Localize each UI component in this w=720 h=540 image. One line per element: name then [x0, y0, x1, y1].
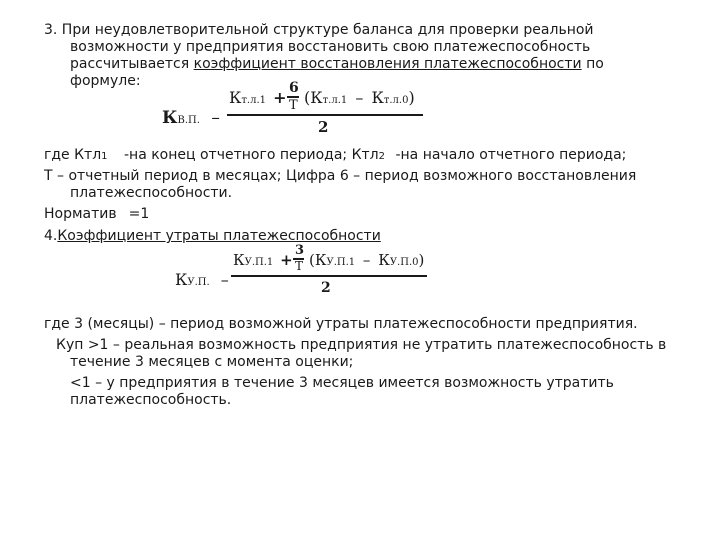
formula2-paren: (КУ.П.1 – КУ.П.0) — [309, 251, 425, 269]
where1-line1: где Ктл1 -на конец отчетного периода; Ктл2 -на начало отчетного периода; — [44, 147, 627, 163]
where2-line2: Куп >1 – реальная возможность предприятия не утратить платежеспособность в — [56, 337, 667, 353]
section3-line2: возможности у предприятия восстановить свою платежеспособность — [70, 39, 591, 55]
norm-line: Норматив =1 — [44, 206, 150, 222]
formula2-three: 3 — [295, 243, 305, 258]
where2-line1: где 3 (месяцы) – период возможной утраты платежеспособности предприятия. — [44, 316, 638, 332]
formula2-fraction-bar — [231, 275, 427, 277]
formula1-numerator: Кт.л.1 + — [229, 88, 287, 107]
formula2-numerator: КУ.П.1 + — [233, 251, 293, 269]
where1-line2: Т – отчетный период в месяцах; Цифра 6 – период возможного восстановления — [44, 168, 637, 184]
formula1-six: 6 — [289, 80, 299, 96]
recovery-coefficient-term: коэффициент восстановления платежеспособности — [193, 56, 582, 72]
where2-line3: течение 3 месяцев с момента оценки; — [70, 354, 354, 370]
formula1-paren: (Кт.л.1 – Кт.л.0) — [304, 88, 415, 107]
section3-line3 — [70, 56, 604, 73]
section3-line4: формуле: — [70, 73, 141, 89]
section3-line1: 3. При неудовлетворительной структуре баланса для проверки реальной — [44, 22, 594, 38]
section4-heading: 4.Коэффициент утраты платежеспособности — [44, 228, 381, 244]
formula2-denominator: 2 — [321, 280, 331, 296]
loss-coefficient-term: Коэффициент утраты платежеспособности — [57, 228, 381, 244]
formula1-fraction-bar — [227, 114, 423, 116]
formula1-denominator: 2 — [318, 118, 329, 136]
formula2-T: Т — [295, 259, 304, 273]
formula1-lhs: КВ.П. – — [162, 108, 220, 128]
where2-line4: <1 – у предприятия в течение 3 месяцев имеется возможность утратить — [70, 375, 614, 391]
section3-line3-pre: рассчитывается — [70, 56, 194, 72]
section3-line3-post: по — [581, 56, 604, 72]
where1-line3: платежеспособности. — [70, 185, 233, 201]
formula1-T: Т — [289, 98, 298, 113]
where2-line5: платежеспособность. — [70, 392, 232, 408]
formula2-lhs: КУ.П. – — [175, 270, 229, 289]
